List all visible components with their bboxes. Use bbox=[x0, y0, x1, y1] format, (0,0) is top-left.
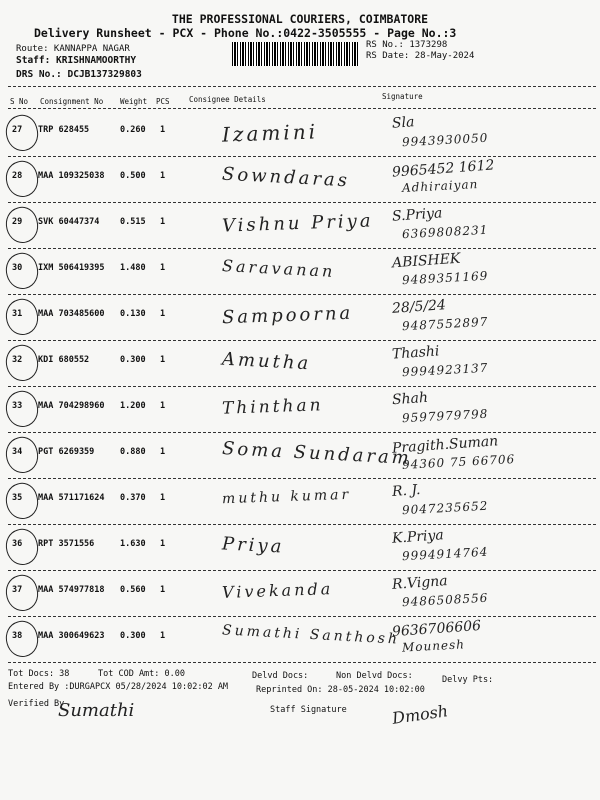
consignment-number: PGT 6269359 bbox=[38, 447, 95, 457]
serial-number: 37 bbox=[12, 585, 23, 595]
pieces-count: 1 bbox=[160, 171, 166, 181]
weight-value: 1.630 bbox=[120, 539, 146, 549]
consignment-number: KDI 680552 bbox=[38, 355, 90, 365]
consignment-number: MAA 574977818 bbox=[38, 585, 105, 595]
non-delivered-docs: Non Delvd Docs: bbox=[336, 671, 413, 681]
signature-line-1: 9965452 1612 bbox=[391, 157, 495, 181]
route-label: Route: KANNAPPA NAGAR bbox=[16, 44, 130, 54]
signature-line-2: 9597979798 bbox=[401, 406, 489, 426]
serial-number: 31 bbox=[12, 309, 23, 319]
consignee-name: Izamini bbox=[221, 119, 319, 147]
consignment-number: MAA 109325038 bbox=[38, 171, 105, 181]
entered-by: Entered By :DURGAPCX 05/28/2024 10:02:02 AM bbox=[8, 682, 229, 692]
signature-line-1: 9636706606 bbox=[391, 617, 482, 641]
col-consignee: Consignee Details bbox=[189, 95, 266, 104]
col-pcs: PCS bbox=[156, 97, 170, 106]
signature-line-2: 6369808231 bbox=[401, 222, 489, 242]
consignee-name: Sowndaras bbox=[221, 163, 351, 192]
weight-value: 0.880 bbox=[120, 447, 146, 457]
weight-value: 0.515 bbox=[120, 217, 146, 227]
consignee-name: Saravanan bbox=[221, 256, 336, 281]
weight-value: 1.200 bbox=[120, 401, 146, 411]
reprinted-on: Reprinted On: 28-05-2024 10:02:00 bbox=[256, 685, 425, 695]
row-divider bbox=[8, 248, 596, 249]
col-consignment: Consignment No bbox=[40, 97, 104, 106]
delivery-points: Delvy Pts: bbox=[442, 675, 494, 685]
verified-by-label: Verified By bbox=[8, 699, 65, 709]
staff-signature-label: Staff Signature bbox=[270, 705, 347, 715]
signature-line-1: K.Priya bbox=[391, 527, 445, 547]
pieces-count: 1 bbox=[160, 263, 166, 273]
consignee-name: Thinthan bbox=[221, 395, 324, 419]
serial-number: 32 bbox=[12, 355, 23, 365]
weight-value: 0.500 bbox=[120, 171, 146, 181]
drs-number-row bbox=[16, 69, 142, 80]
weight-value: 0.260 bbox=[120, 125, 146, 135]
serial-number: 30 bbox=[12, 263, 23, 273]
signature-line-1: S.Priya bbox=[391, 205, 443, 225]
weight-value: 0.300 bbox=[120, 355, 146, 365]
consignee-name: Sumathi Santhosh bbox=[221, 622, 401, 648]
signature-line-1: ABISHEK bbox=[391, 250, 461, 272]
serial-number: 28 bbox=[12, 171, 23, 181]
row-divider bbox=[8, 340, 596, 341]
weight-value: 0.560 bbox=[120, 585, 146, 595]
weight-value: 0.370 bbox=[120, 493, 146, 503]
col-signature: Signature bbox=[382, 92, 423, 101]
serial-number: 27 bbox=[12, 125, 23, 135]
serial-number: 36 bbox=[12, 539, 23, 549]
consignee-name: Amutha bbox=[221, 348, 312, 375]
rs-date: RS Date: 28-May-2024 bbox=[366, 51, 475, 61]
pieces-count: 1 bbox=[160, 493, 166, 503]
header-divider bbox=[8, 86, 596, 87]
signature-line-1: Thashi bbox=[391, 343, 440, 363]
signature-line-2: 94360 75 66706 bbox=[401, 452, 516, 472]
weight-value: 0.300 bbox=[120, 631, 146, 641]
total-docs: Tot Docs: 38 bbox=[8, 669, 70, 679]
signature-line-2: 9994914764 bbox=[401, 544, 489, 564]
consignment-number: MAA 703485600 bbox=[38, 309, 105, 319]
signature-line-1: Shah bbox=[391, 389, 429, 409]
serial-number: 29 bbox=[12, 217, 23, 227]
col-sno: S No bbox=[10, 97, 29, 106]
pieces-count: 1 bbox=[160, 125, 166, 135]
consignment-number: MAA 571171624 bbox=[38, 493, 105, 503]
row-divider bbox=[8, 616, 596, 617]
staff-signature: Dmosh bbox=[390, 701, 450, 728]
row-divider bbox=[8, 524, 596, 525]
weight-value: 1.480 bbox=[120, 263, 146, 273]
row-divider bbox=[8, 478, 596, 479]
serial-number: 35 bbox=[12, 493, 23, 503]
row-divider bbox=[8, 202, 596, 203]
pieces-count: 1 bbox=[160, 631, 166, 641]
total-cod-amount: Tot COD Amt: 0.00 bbox=[98, 669, 185, 679]
signature-line-1: Sla bbox=[391, 114, 415, 132]
signature-line-2: 9047235652 bbox=[401, 498, 489, 518]
signature-line-1: 28/5/24 bbox=[391, 297, 447, 317]
rs-number: RS No.: 1373298 bbox=[366, 40, 448, 50]
consignee-name: Soma Sundaram bbox=[221, 438, 413, 469]
consignee-name: Priya bbox=[221, 533, 285, 558]
row-divider bbox=[8, 386, 596, 387]
pieces-count: 1 bbox=[160, 447, 166, 457]
col-weight: Weight bbox=[120, 97, 148, 106]
signature-line-2: Mounesh bbox=[401, 637, 466, 655]
pieces-count: 1 bbox=[160, 355, 166, 365]
signature-line-2: 9994923137 bbox=[401, 360, 489, 380]
serial-number: 34 bbox=[12, 447, 23, 457]
serial-number: 38 bbox=[12, 631, 23, 641]
consignment-number: IXM 506419395 bbox=[38, 263, 105, 273]
consignee-name: Vivekanda bbox=[221, 579, 334, 602]
staff-label: Staff: KRISHNAMOORTHY bbox=[16, 55, 137, 66]
row-divider bbox=[8, 432, 596, 433]
consignment-number: RPT 3571556 bbox=[38, 539, 95, 549]
signature-line-2: 9486508556 bbox=[401, 590, 489, 610]
consignment-number: SVK 60447374 bbox=[38, 217, 100, 227]
serial-number: 33 bbox=[12, 401, 23, 411]
consignment-number: TRP 628455 bbox=[38, 125, 90, 135]
signature-line-2: 9487552897 bbox=[401, 314, 489, 334]
drs-label: DRS No.: bbox=[16, 69, 62, 80]
weight-value: 0.130 bbox=[120, 309, 146, 319]
runsheet-title: Delivery Runsheet - PCX - Phone No.:0422-3505555 - Page No.:3 bbox=[34, 26, 457, 40]
consignee-name: Sampoorna bbox=[221, 302, 354, 329]
pieces-count: 1 bbox=[160, 585, 166, 595]
footer-divider bbox=[8, 662, 596, 663]
consignment-number: MAA 704298960 bbox=[38, 401, 105, 411]
drs-number: DCJB137329803 bbox=[67, 69, 142, 80]
signature-line-2: 9943930050 bbox=[401, 130, 489, 150]
row-divider bbox=[8, 570, 596, 571]
row-divider bbox=[8, 294, 596, 295]
consignment-number: MAA 300649623 bbox=[38, 631, 105, 641]
verified-signature: Sumathi bbox=[58, 700, 135, 721]
consignee-name: muthu kumar bbox=[221, 486, 352, 508]
signature-line-1: R.Vigna bbox=[391, 573, 449, 593]
barcode-image bbox=[232, 42, 360, 66]
pieces-count: 1 bbox=[160, 309, 166, 319]
pieces-count: 1 bbox=[160, 401, 166, 411]
columns-divider bbox=[8, 108, 596, 109]
company-title: THE PROFESSIONAL COURIERS, COIMBATORE bbox=[171, 12, 429, 26]
consignee-name: Vishnu Priya bbox=[221, 210, 374, 237]
row-divider bbox=[8, 156, 596, 157]
signature-line-2: Adhiraiyan bbox=[401, 177, 479, 195]
pieces-count: 1 bbox=[160, 539, 166, 549]
pieces-count: 1 bbox=[160, 217, 166, 227]
signature-line-1: R. J. bbox=[391, 482, 421, 500]
delivered-docs: Delvd Docs: bbox=[252, 671, 309, 681]
signature-line-1: Pragith.Suman bbox=[391, 433, 499, 457]
signature-line-2: 9489351169 bbox=[401, 268, 489, 288]
